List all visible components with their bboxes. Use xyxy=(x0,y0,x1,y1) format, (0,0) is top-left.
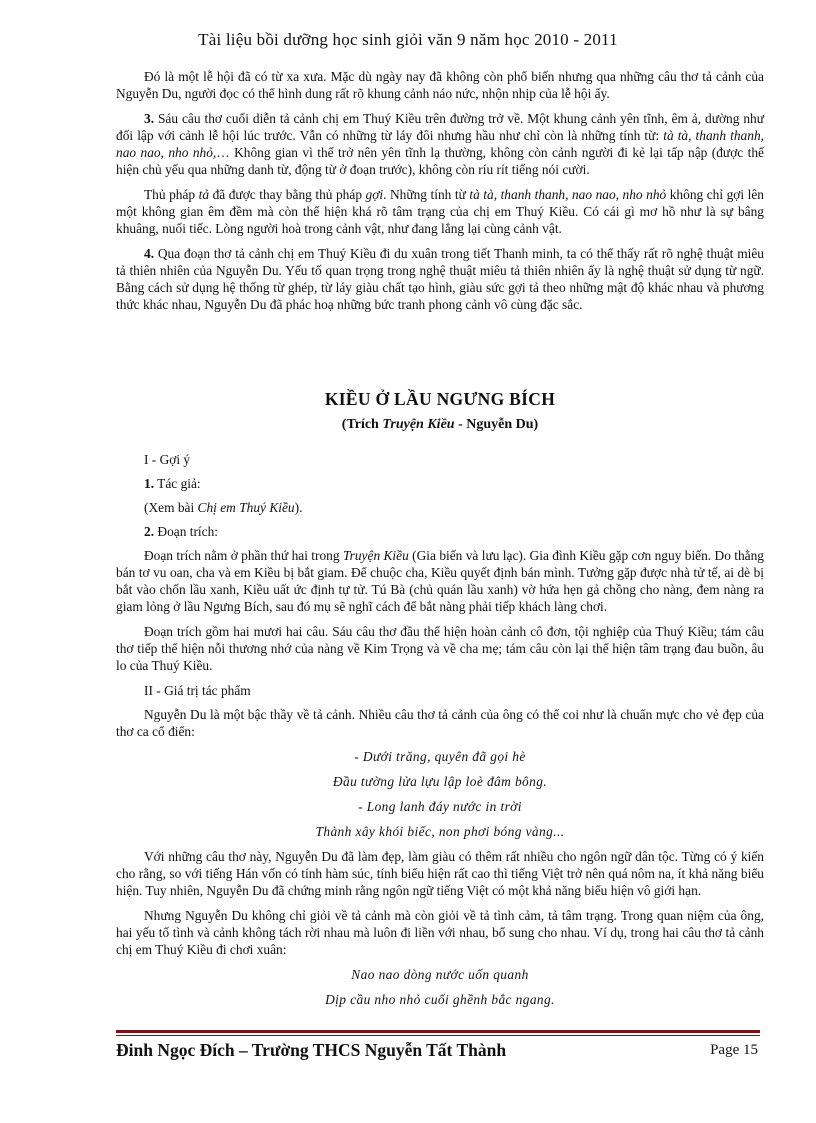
reference-note: (Xem bài Chị em Thuý Kiều). xyxy=(144,500,303,515)
page-number: Page 15 xyxy=(710,1042,758,1058)
footer-author: Đinh Ngọc Đích – Trường THCS Nguyễn Tất Thành xyxy=(116,1040,507,1060)
subheading-author: 1. Tác giả: xyxy=(144,476,201,491)
footer-rule-thick xyxy=(116,1030,760,1033)
poem-line: Thành xây khói biếc, non phơi bóng vàng... xyxy=(315,824,565,839)
section-subtitle: (Trích Truyện Kiều - Nguyễn Du) xyxy=(341,417,539,432)
paragraph: Đó là một lễ hội đã có từ xa xưa. Mặc dù ngày nay đã không còn phổ biến nhưng qua những câu thơ tả cảnh của Nguyễn Du, người đọc có thể hình dung rất rõ khung cảnh náo nức, nhộn nhịp của lễ hội ấy. xyxy=(116,69,764,101)
paragraph: Thủ pháp tả đã được thay bằng thủ pháp gợi. Những tính từ tà tà, thanh thanh, nao nao, nho nhỏ không chỉ gợi lên một không gian êm đềm mà còn thể hiện khá rõ tâm trạng của chị em Thuý Kiều. Có cái gì mơ hồ như là sự bâng khuâng, nuối tiếc. Lòng người hoà trong cảnh vật, như đang lắng lại cùng cảnh vật. xyxy=(116,187,764,236)
subheading-excerpt: 2. Đoạn trích: xyxy=(144,524,219,539)
paragraph: Đoạn trích nằm ở phần thứ hai trong Truyện Kiều (Gia biến và lưu lạc). Gia đình Kiều gặp cơn nguy biến. Do thằng bán tơ vu oan, cha và em Kiều bị bắt giam. Để chuộc cha, Kiều quyết định bán mình. Tưởng gặp được nhà tử tế, ai dè bị bắt vào chốn lầu xanh, Kiều uất ức định tự tử. Tú Bà (chủ quán lầu xanh) vờ hứa hẹn gả chồng cho nàng, đem nàng ra giam lỏng ở lầu Ngưng Bích, sau đó mụ sẽ nghĩ cách để bắt nàng phải tiếp khách làng chơi. xyxy=(116,548,764,614)
paragraph: 3. Sáu câu thơ cuối diễn tả cảnh chị em Thuý Kiều trên đường trở về. Một khung cảnh yên tĩnh, êm ả, dường như đối lập với cảnh lễ hội lúc trước. Vẫn có những từ láy đôi nhưng hầu như chỉ còn là những tính từ: tà tà, thanh thanh, nao nao, nho nhỏ,… Không gian vì thế trở nên yên tĩnh lạ thường, không còn cảnh người đi kẻ lại tấp nập (được thể hiện chủ yếu qua những danh từ, động từ ở đoạn trước), không còn ríu rít tiếng nói cười. xyxy=(116,111,764,177)
poem-line: - Long lanh đáy nước in trời xyxy=(358,799,522,814)
page-content xyxy=(116,68,764,1016)
paragraph: Đoạn trích gồm hai mươi hai câu. Sáu câu thơ đầu thể hiện hoàn cảnh cô đơn, tội nghiệp của Thuý Kiều; tám câu thơ tiếp thể hiện nỗi thương nhớ của nàng về Kim Trọng và về cha mẹ; tám câu còn lại thể hiện tâm trạng đau buồn, âu lo của Thuý Kiều. xyxy=(116,624,764,673)
poem-line: Dịp cầu nho nhỏ cuối ghềnh bắc ngang. xyxy=(325,992,555,1007)
heading-value: II - Giá trị tác phẩm xyxy=(144,683,251,698)
poem-line: Đầu tường lửa lựu lập loè đâm bông. xyxy=(332,774,548,789)
paragraph: 4. Qua đoạn thơ tả cảnh chị em Thuý Kiều đi du xuân trong tiết Thanh minh, ta có thể thấy rất rõ nghệ thuật miêu tả thiên nhiên của Nguyễn Du. Yếu tố quan trọng trong nghệ thuật miêu tả thiên nhiên ấy là nghệ thuật sử dụng từ ngữ. Bằng cách sử dụng hệ thống từ ghép, từ láy giàu chất tạo hình, giàu sức gợi tả theo những mật độ khác nhau và phương thức khác nhau, Nguyễn Du đã phác hoạ những bức tranh phong cảnh vô cùng đặc sắc. xyxy=(116,246,764,312)
heading-suggestions: I - Gợi ý xyxy=(144,452,191,467)
paragraph: Với những câu thơ này, Nguyễn Du đã làm đẹp, làm giàu có thêm rất nhiều cho ngôn ngữ dân tộc. Từng có ý kiến cho rằng, so với tiếng Hán vốn có tính hàm súc, tính biểu hiện rất cao thì tiếng Việt trở nên quá nôm na, ít khả năng biểu hiện. Tuy nhiên, Nguyễn Du đã chứng minh rằng ngôn ngữ tiếng Việt có một khả năng biểu hiện vô giới hạn. xyxy=(116,849,764,898)
poem-line: Nao nao dòng nước uốn quanh xyxy=(351,967,529,982)
footer-rule-thin xyxy=(116,1035,760,1036)
page-header: Tài liệu bồi dưỡng học sinh giỏi văn 9 năm học 2010 - 2011 xyxy=(198,30,618,49)
paragraph: Nguyễn Du là một bậc thầy về tả cảnh. Nhiều câu thơ tả cảnh của ông có thể coi như là chuẩn mực cho vẻ đẹp của thơ ca cổ điển: xyxy=(116,707,764,739)
poem-line: - Dưới trăng, quyên đã gọi hè xyxy=(354,749,526,764)
section-title: KIỀU Ở LẦU NGƯNG BÍCH xyxy=(324,389,556,409)
paragraph: Nhưng Nguyễn Du không chỉ giỏi về tả cảnh mà còn giỏi về tả tình cảm, tả tâm trạng. Trong quan niệm của ông, hai yếu tố tình và cảnh không tách rời nhau mà luôn đi liền với nhau, bổ sung cho nhau. Ví dụ, trong hai câu thơ tả cảnh chị em Thuý Kiều đi chơi xuân: xyxy=(116,908,764,957)
